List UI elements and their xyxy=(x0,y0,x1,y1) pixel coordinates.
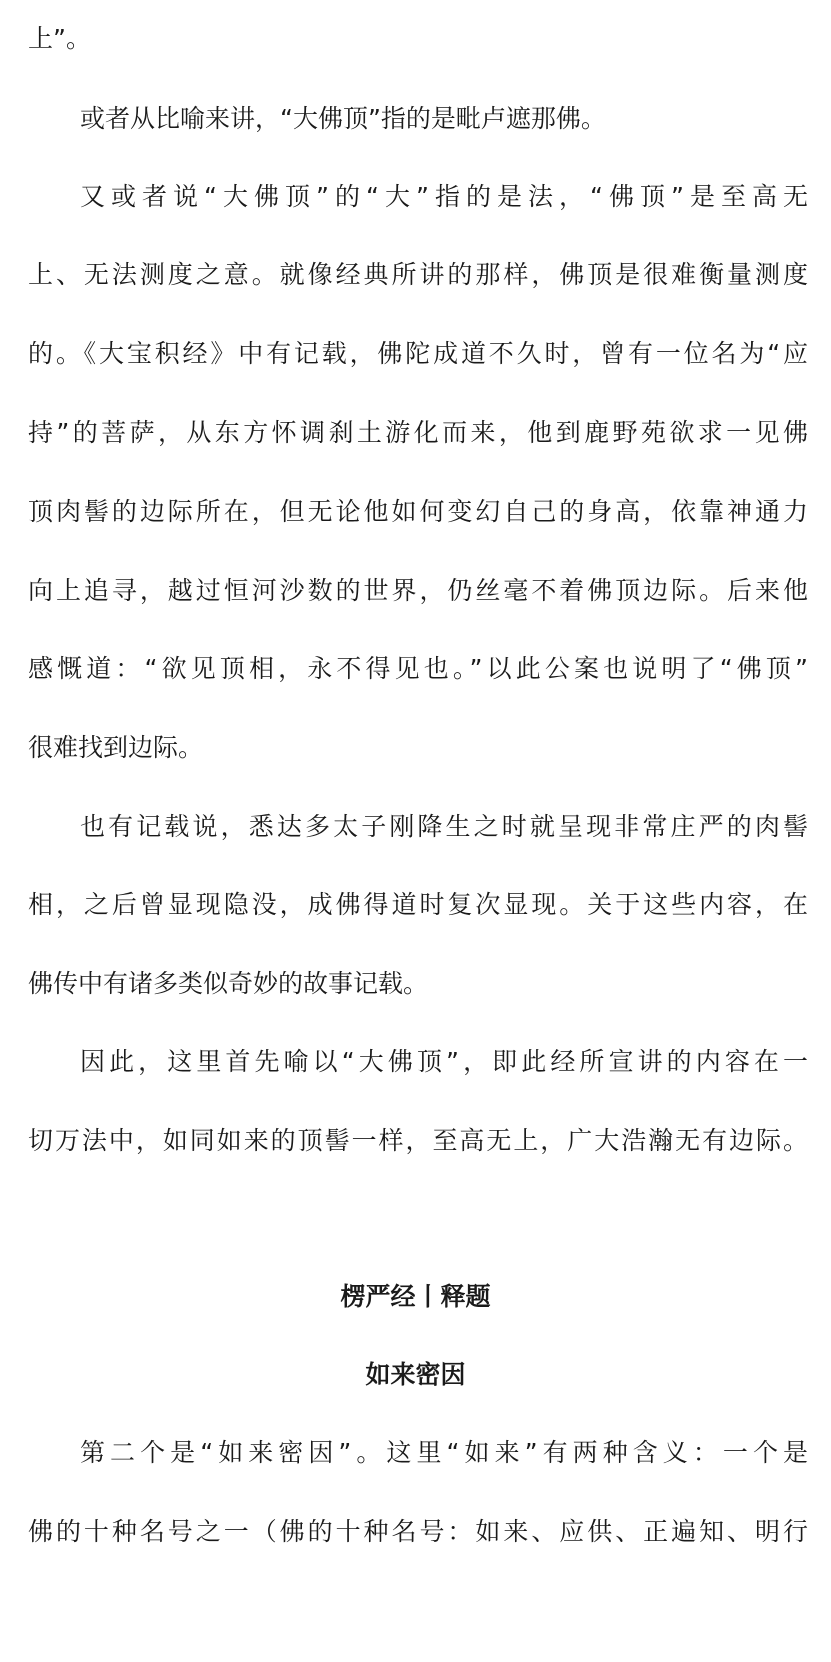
paragraph-line: 佛的十种名号之一（佛的十种名号：如来、应供、正遍知、明行 xyxy=(28,1517,808,1546)
paragraph-line: 第二个是“如来密因”。这里“如来”有两种含义：一个是 xyxy=(80,1438,808,1467)
paragraph-line: 佛传中有诸多类似奇妙的故事记载。 xyxy=(28,969,429,998)
paragraph-line: 上”。 xyxy=(28,24,91,53)
paragraph-line: 顶肉髻的边际所在，但无论他如何变幻自己的身高，依靠神通力 xyxy=(28,497,808,526)
paragraph-line: 上、无法测度之意。就像经典所讲的那样，佛顶是很难衡量测度 xyxy=(28,260,808,289)
paragraph-line: 感慨道：“欲见顶相，永不得见也。”以此公案也说明了“佛顶” xyxy=(28,654,808,683)
paragraph-line: 又或者说“大佛顶”的“大”指的是法，“佛顶”是至高无 xyxy=(80,182,808,211)
section-heading: 楞严经丨释题 xyxy=(340,1282,491,1311)
paragraph-line: 也有记载说，悉达多太子刚降生之时就呈现非常庄严的肉髻 xyxy=(80,812,808,841)
paragraph-line: 的。《大宝积经》中有记载，佛陀成道不久时，曾有一位名为“应 xyxy=(28,339,808,368)
paragraph-line: 因此，这里首先喻以“大佛顶”，即此经所宣讲的内容在一 xyxy=(80,1047,808,1076)
paragraph-line: 很难找到边际。 xyxy=(28,733,204,762)
subsection-heading: 如来密因 xyxy=(365,1360,466,1389)
paragraph-line: 持”的菩萨，从东方怀调刹土游化而来，他到鹿野苑欲求一见佛 xyxy=(28,418,808,447)
paragraph-line: 相，之后曾显现隐没，成佛得道时复次显现。关于这些内容，在 xyxy=(28,890,808,919)
paragraph-line: 或者从比喻来讲，“大佛顶”指的是毗卢遮那佛。 xyxy=(80,104,606,133)
paragraph-line: 切万法中，如同如来的顶髻一样，至高无上，广大浩瀚无有边际。 xyxy=(28,1126,808,1155)
paragraph-line: 向上追寻，越过恒河沙数的世界，仍丝毫不着佛顶边际。后来他 xyxy=(28,576,808,605)
